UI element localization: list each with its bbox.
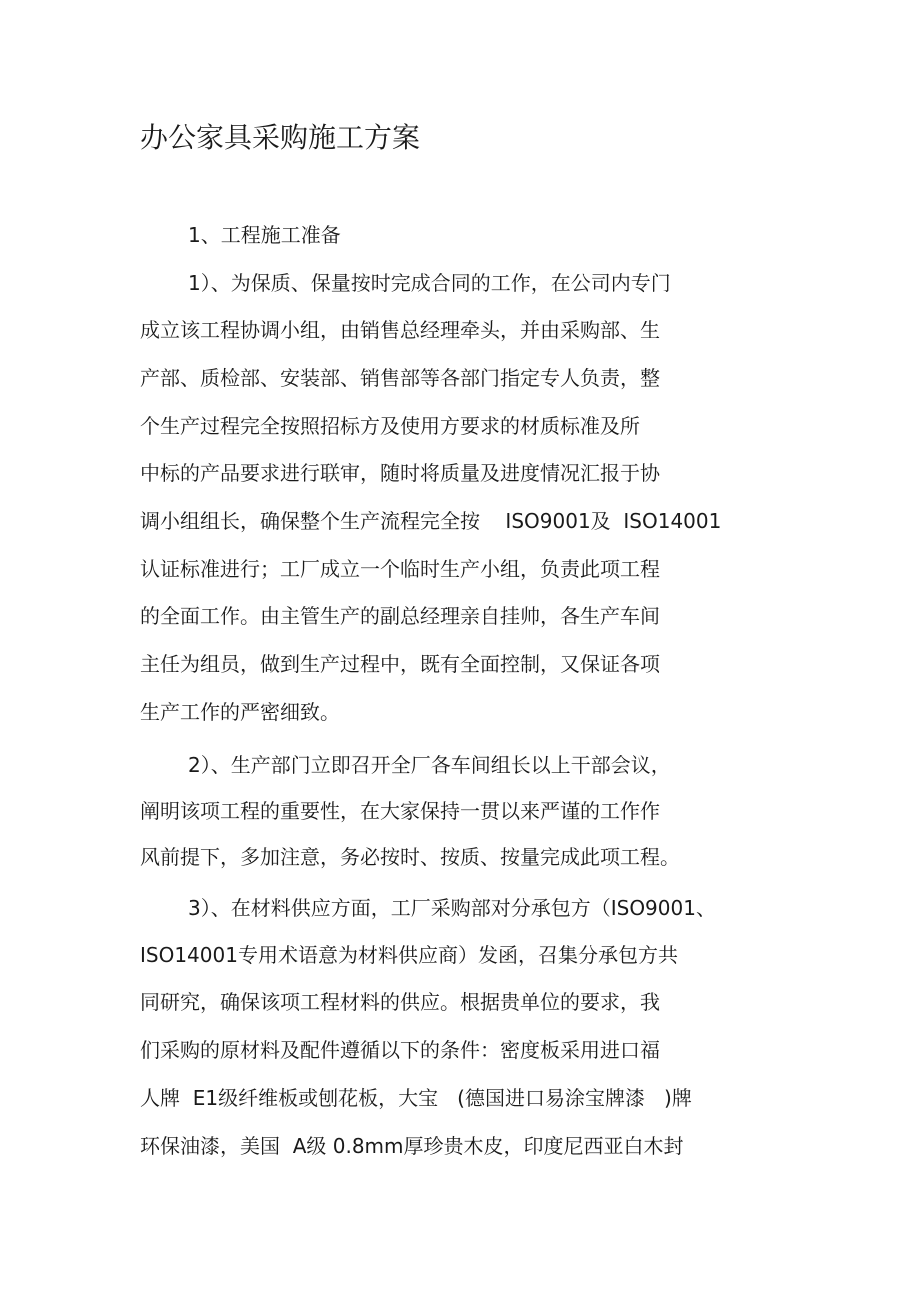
paragraph-line: 中标的产品要求进行联审，随时将质量及进度情况汇报于协 bbox=[140, 461, 660, 485]
paragraph-line: 3）、在材料供应方面，工厂采购部对分承包方（ISO9001、 bbox=[188, 896, 716, 920]
paragraph-line: 的全面工作。由主管生产的副总经理亲自挂帅，各生产车间 bbox=[140, 604, 660, 628]
paragraph-line: 个生产过程完全按照招标方及使用方要求的材质标准及所 bbox=[140, 414, 640, 438]
paragraph-line: 调小组组长，确保整个生产流程完全按 ISO9001及 ISO14001 bbox=[140, 509, 722, 533]
paragraph-line: 生产工作的严密细致。 bbox=[140, 700, 340, 724]
paragraph-line: 成立该工程协调小组，由销售总经理牵头，并由采购部、生 bbox=[140, 318, 660, 342]
paragraph-line: 2）、生产部门立即召开全厂各车间组长以上干部会议， bbox=[188, 753, 671, 777]
paragraph-line: 环保油漆，美国 A级 0.8mm厚珍贵木皮，印度尼西亚白木封 bbox=[140, 1134, 684, 1158]
paragraph-line: 风前提下，多加注意，务必按时、按质、按量完成此项工程。 bbox=[140, 845, 680, 869]
paragraph-line: 产部、质检部、安装部、销售部等各部门指定专人负责，整 bbox=[140, 366, 660, 390]
paragraph-line: 人牌 E1级纤维板或刨花板，大宝 (德国进口易涂宝牌漆 )牌 bbox=[140, 1086, 692, 1110]
paragraph-line: 们采购的原材料及配件遵循以下的条件：密度板采用进口福 bbox=[140, 1038, 660, 1062]
paragraph-line: 1）、为保质、保量按时完成合同的工作，在公司内专门 bbox=[188, 271, 671, 295]
document-title: 办公家具采购施工方案 bbox=[140, 121, 421, 154]
paragraph-line: ISO14001专用术语意为材料供应商）发函，召集分承包方共 bbox=[140, 943, 678, 967]
section-heading: 1、工程施工准备 bbox=[188, 223, 341, 247]
paragraph-line: 认证标准进行；工厂成立一个临时生产小组，负责此项工程 bbox=[140, 557, 660, 581]
paragraph-line: 主任为组员，做到生产过程中，既有全面控制，又保证各项 bbox=[140, 652, 660, 676]
paragraph-line: 阐明该项工程的重要性，在大家保持一贯以来严谨的工作作 bbox=[140, 799, 660, 823]
paragraph-line: 同研究，确保该项工程材料的供应。根据贵单位的要求，我 bbox=[140, 990, 660, 1014]
